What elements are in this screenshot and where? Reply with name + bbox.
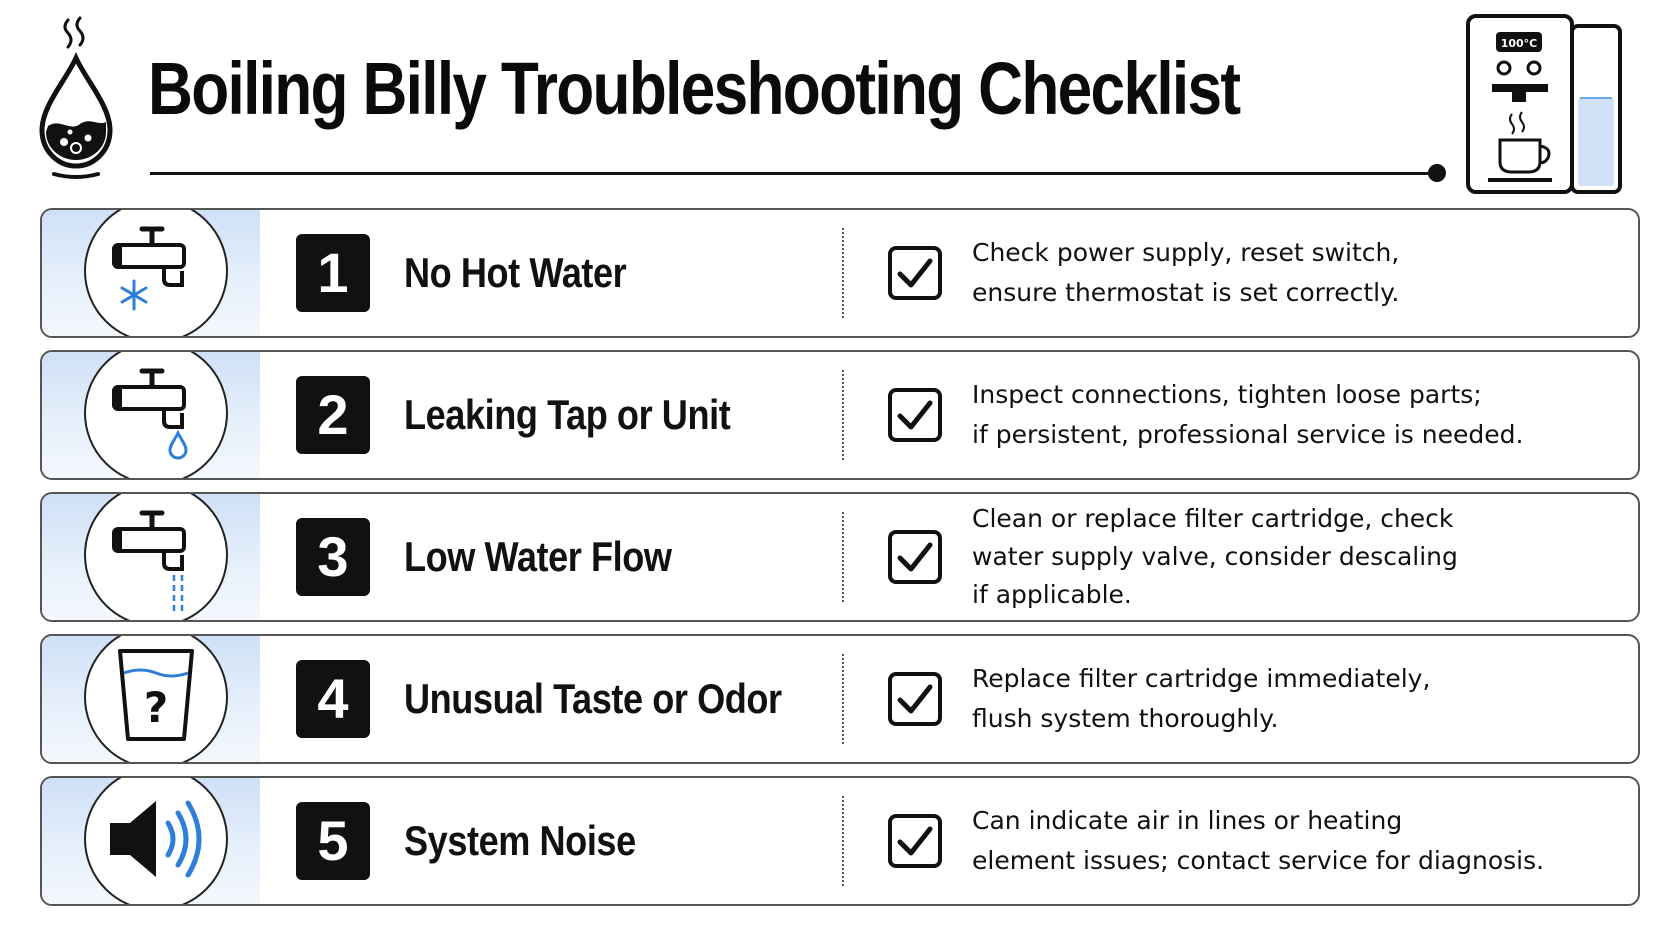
page-title: Boiling Billy Troubleshooting Checklist — [148, 47, 1240, 130]
checklist-row-4 — [40, 634, 1640, 764]
tap-snowflake-icon — [86, 208, 226, 338]
checklist-row-3 — [40, 492, 1640, 622]
solution-text — [972, 233, 1612, 313]
solution-line: Check power supply, reset switch, — [972, 238, 1400, 267]
checkbox-checked-icon[interactable] — [886, 386, 944, 444]
row-divider — [842, 796, 844, 886]
issue-title: System Noise — [404, 817, 636, 864]
checklist — [40, 208, 1640, 918]
water-dispenser-icon — [1460, 12, 1630, 208]
row-icon-badge — [84, 776, 228, 906]
tap-drip-icon — [86, 350, 226, 480]
checkbox-checked-icon[interactable] — [886, 812, 944, 870]
row-icon-badge — [84, 492, 228, 622]
row-number-badge: 2 — [296, 376, 370, 454]
checklist-row-5 — [40, 776, 1640, 906]
row-number-badge: 1 — [296, 234, 370, 312]
row-icon-badge — [84, 208, 228, 338]
checklist-row-2 — [40, 350, 1640, 480]
speaker-sound-icon — [86, 776, 226, 906]
solution-line: if persistent, professional service is needed. — [972, 420, 1524, 449]
solution-line: Inspect connections, tighten loose parts; — [972, 380, 1482, 409]
row-number-badge: 3 — [296, 518, 370, 596]
title-underline-dot — [1428, 164, 1446, 182]
solution-text — [972, 801, 1612, 881]
svg-text:?: ? — [143, 683, 169, 732]
solution-line: water supply valve, consider descaling — [972, 542, 1458, 571]
solution-line: Can indicate air in lines or heating — [972, 806, 1403, 835]
row-divider — [842, 370, 844, 460]
solution-text — [972, 375, 1612, 455]
solution-line: ensure thermostat is set correctly. — [972, 278, 1400, 307]
tap-low-flow-icon — [86, 492, 226, 622]
issue-title: Unusual Taste or Odor — [404, 675, 782, 722]
row-divider — [842, 654, 844, 744]
header — [0, 0, 1672, 200]
title-underline — [150, 172, 1430, 175]
row-number-badge: 4 — [296, 660, 370, 738]
dispenser-display: 100°C — [1500, 37, 1538, 50]
solution-line: element issues; contact service for diagnosis. — [972, 846, 1545, 875]
solution-line: if applicable. — [972, 580, 1132, 609]
checkbox-checked-icon[interactable] — [886, 670, 944, 728]
solution-line: Clean or replace filter cartridge, check — [972, 504, 1454, 533]
solution-text — [972, 500, 1612, 614]
row-divider — [842, 228, 844, 318]
solution-line: Replace filter cartridge immediately, — [972, 664, 1431, 693]
checkbox-checked-icon[interactable] — [886, 528, 944, 586]
row-divider — [842, 512, 844, 602]
issue-title: Low Water Flow — [404, 533, 672, 580]
glass-question-icon — [86, 634, 226, 764]
issue-title: Leaking Tap or Unit — [404, 391, 731, 438]
solution-text — [972, 659, 1612, 739]
row-icon-badge — [84, 634, 228, 764]
water-drop-logo-icon — [36, 14, 116, 184]
issue-title: No Hot Water — [404, 249, 627, 296]
row-number-badge: 5 — [296, 802, 370, 880]
row-icon-badge — [84, 350, 228, 480]
checklist-row-1 — [40, 208, 1640, 338]
checkbox-checked-icon[interactable] — [886, 244, 944, 302]
solution-line: flush system thoroughly. — [972, 704, 1279, 733]
